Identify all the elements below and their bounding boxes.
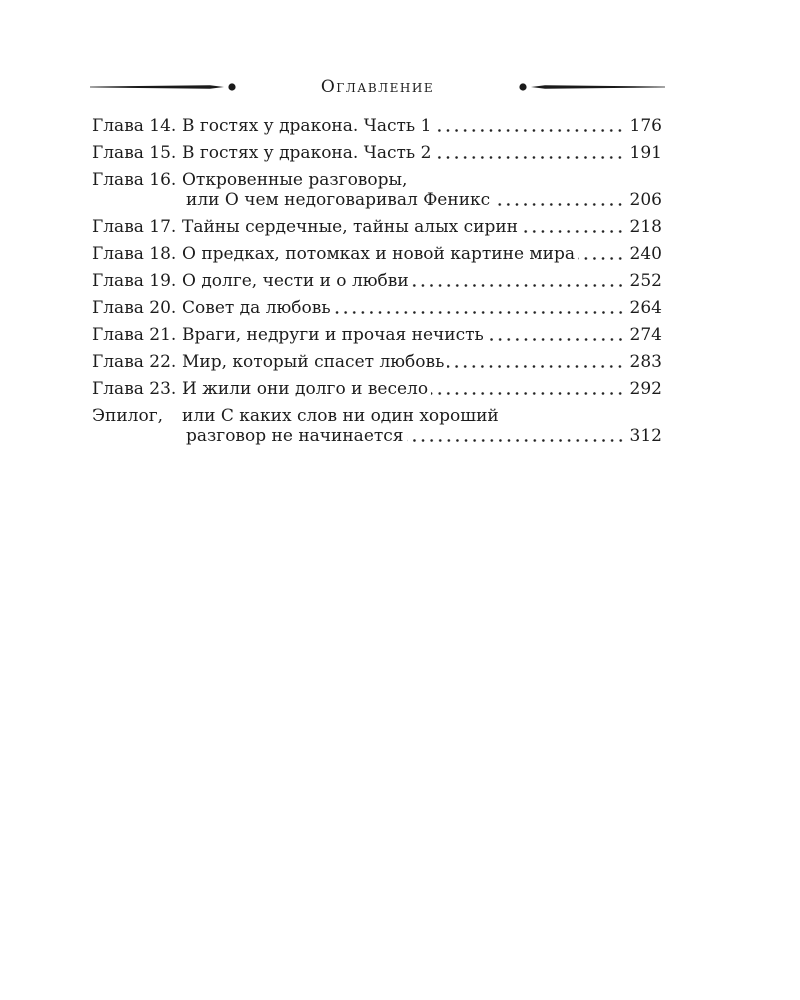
toc-entry <box>92 352 662 372</box>
entry-body <box>182 217 662 237</box>
dot-leader <box>434 116 624 136</box>
entry-line <box>182 271 662 291</box>
entry-title-text: Тайны сердечные, тайны алых сирин <box>182 217 519 237</box>
page-number: 176 <box>629 116 662 136</box>
toc-header <box>90 77 665 97</box>
entry-line <box>182 217 662 237</box>
entry-title-text: В гостях у дракона. Часть 2 <box>182 143 432 163</box>
page-title: Оглавление <box>320 77 435 97</box>
toc-entry <box>92 298 662 318</box>
toc-entry <box>92 143 662 163</box>
entry-label: Глава 16. <box>92 170 177 190</box>
entry-line <box>182 426 662 446</box>
entry-body <box>182 298 662 318</box>
page-number: 252 <box>629 271 662 291</box>
entry-label: Глава 19. <box>92 271 177 291</box>
dot-leader <box>447 352 624 372</box>
entry-label: Глава 18. <box>92 244 177 264</box>
toc-entry <box>92 379 662 399</box>
entry-title-text: или С каких слов ни один хороший <box>182 406 499 426</box>
page-number: 292 <box>629 379 662 399</box>
page-number: 274 <box>629 325 662 345</box>
page-number: 191 <box>629 143 662 163</box>
page-number: 283 <box>629 352 662 372</box>
entry-title-text: И жили они долго и весело <box>182 379 429 399</box>
dot-leader <box>407 426 625 446</box>
dot-leader <box>334 298 625 318</box>
right-ornament-icon <box>515 81 665 93</box>
dot-leader <box>578 244 625 264</box>
entry-title-text: или О чем недоговаривал Феникс <box>186 190 491 210</box>
entry-title-text: Откровенные разговоры, <box>182 170 408 190</box>
toc-entry <box>92 217 662 237</box>
entry-label: Глава 14. <box>92 116 177 136</box>
entry-label: Глава 21. <box>92 325 177 345</box>
entry-label: Глава 20. <box>92 298 177 318</box>
entry-label: Глава 22. <box>92 352 177 372</box>
page-number: 206 <box>629 190 662 210</box>
page-number: 218 <box>629 217 662 237</box>
entry-line <box>182 379 662 399</box>
entry-title-text: Враги, недруги и прочая нечисть <box>182 325 484 345</box>
entry-body <box>182 143 662 163</box>
entry-line <box>182 325 662 345</box>
dot-leader <box>431 379 624 399</box>
entry-line <box>182 298 662 318</box>
entry-body <box>182 271 662 291</box>
entry-line <box>182 143 662 163</box>
dot-leader <box>434 143 624 163</box>
entry-line <box>182 116 662 136</box>
entry-title-text: Совет да любовь <box>182 298 331 318</box>
entry-title-text: О предках, потомках и новой картине мира <box>182 244 576 264</box>
table-of-contents <box>92 116 662 453</box>
entry-body <box>182 352 662 372</box>
entry-body <box>182 244 662 264</box>
entry-line <box>182 190 662 210</box>
entry-title-text: О долге, чести и о любви <box>182 271 409 291</box>
entry-line <box>182 170 662 190</box>
entry-label: Глава 15. <box>92 143 177 163</box>
entry-body <box>182 170 662 210</box>
left-ornament-icon <box>90 81 240 93</box>
dot-leader <box>412 271 625 291</box>
entry-body <box>182 406 662 446</box>
entry-title-text: разговор не начинается <box>186 426 404 446</box>
toc-entry <box>92 116 662 136</box>
entry-line <box>182 406 662 426</box>
entry-line <box>182 244 662 264</box>
entry-label: Глава 23. <box>92 379 177 399</box>
dot-leader <box>493 190 624 210</box>
entry-body <box>182 325 662 345</box>
toc-entry <box>92 271 662 291</box>
toc-entry <box>92 170 662 210</box>
page-number: 264 <box>629 298 662 318</box>
entry-label: Эпилог, <box>92 406 164 426</box>
dot-leader <box>487 325 625 345</box>
dot-leader <box>521 217 625 237</box>
entry-title-text: В гостях у дракона. Часть 1 <box>182 116 432 136</box>
entry-line <box>182 352 662 372</box>
page-number: 312 <box>629 426 662 446</box>
entry-title-text: Мир, который спасет любовь <box>182 352 445 372</box>
entry-body <box>182 379 662 399</box>
page-number: 240 <box>629 244 662 264</box>
entry-body <box>182 116 662 136</box>
toc-entry <box>92 244 662 264</box>
toc-entry <box>92 406 662 446</box>
toc-entry <box>92 325 662 345</box>
entry-label: Глава 17. <box>92 217 177 237</box>
